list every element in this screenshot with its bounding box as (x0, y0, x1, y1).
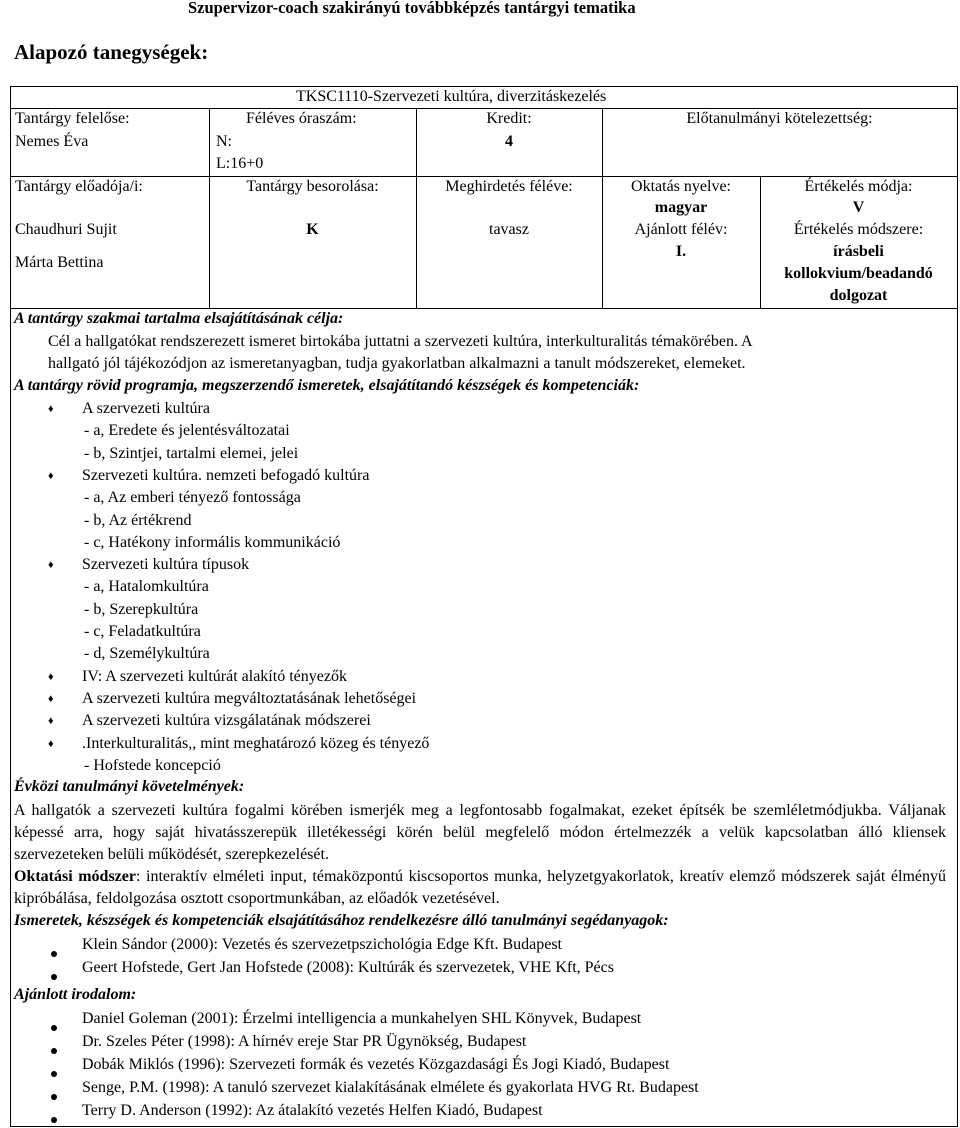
credit-label: Kredit: (486, 110, 532, 127)
semester-value: tavasz (489, 221, 529, 238)
teaching-methods (14, 866, 946, 910)
program-topic: A szervezeti kultúra megváltoztatásának lehetőségei (82, 689, 417, 707)
evaluation-method-line: írásbeli (833, 243, 884, 260)
literature-item: Senge, P.M. (1998): A tanuló szervezet kialakításának elmélete és gyakorlata HVG Rt. Budapest (82, 1079, 699, 1096)
bullet-dot-icon (51, 967, 57, 985)
recommended-semester-value: I. (675, 243, 687, 260)
recommended-semester-label: Ajánlott félév: (634, 221, 728, 238)
program-topic: IV: A szervezeti kultúrát alakító tényezők (82, 667, 347, 685)
table-border-right (957, 86, 958, 1127)
program-subtopic: - a, Hatalomkultúra (84, 578, 209, 596)
document-title: Szupervizor-coach szakirányú továbbképzés tantárgyi tematika (188, 0, 636, 17)
semester-label: Meghirdetés féléve: (445, 178, 573, 195)
program-subtopic: - a, Az emberi tényező fontossága (84, 489, 301, 507)
literature-heading: Ajánlott irodalom: (14, 986, 137, 1003)
program-subtopic: - b, Szintjei, tartalmi elemei, jelei (84, 444, 299, 462)
program-topic: A szervezeti kultúra (82, 400, 210, 417)
program-topic: .Interkulturalitás,, mint meghatározó közeg és tényező (82, 734, 430, 752)
section-heading: Alapozó tanegységek: (14, 40, 209, 64)
requirements-heading: Évközi tanulmányi követelmények: (14, 778, 245, 795)
goal-text-line: Cél a hallgatókat rendszerezett ismeret birtokába juttatni a szervezeti kultúra, interkulturalitás témakörében. A (48, 333, 753, 350)
program-subtopic: - Hofstede koncepció (84, 756, 221, 774)
responsible-label: Tantárgy felelőse: (15, 110, 130, 127)
bullet-dot-icon (51, 1064, 57, 1082)
evaluation-method-line: kollokvium/beadandó (784, 265, 933, 282)
lecturer-label: Tantárgy előadója/i: (15, 178, 143, 195)
evaluation-method-label: Értékelés módszere: (793, 221, 924, 238)
program-subtopic: - a, Eredete és jelentésváltozatai (84, 422, 290, 440)
literature-item: Daniel Goleman (2001): Érzelmi intelligencia a munkahelyen SHL Könyvek, Budapest (82, 1010, 642, 1027)
evaluation-method-line: dolgozat (829, 287, 888, 304)
program-heading: A tantárgy rövid programja, megszerzendő ismeretek, elsajátítandó készségek és kompetenciák: (14, 377, 640, 394)
bullet-dot-icon (51, 1018, 57, 1036)
responsible-name: Nemes Éva (15, 133, 89, 150)
lecturer-name: Márta Bettina (15, 254, 104, 271)
classification-label: Tantárgy besorolása: (246, 178, 379, 195)
bullet-icon: ♦ (48, 737, 54, 750)
language-label: Oktatás nyelve: (631, 178, 731, 195)
evaluation-mode-label: Értékelés módja: (804, 178, 913, 195)
literature-item: Dr. Szeles Péter (1998): A hírnév ereje Star PR Ügynökség, Budapest (82, 1033, 527, 1050)
prerequisite-label: Előtanulmányi kötelezettség: (686, 110, 873, 127)
bullet-icon: ♦ (48, 403, 54, 415)
classification-value: K (306, 221, 319, 238)
program-topic: A szervezeti kultúra vizsgálatának módszerei (82, 712, 371, 730)
hours-n: N: (216, 133, 232, 150)
evaluation-mode-value: V (852, 199, 865, 216)
program-subtopic: - d, Személykultúra (84, 645, 210, 663)
bullet-icon: ♦ (48, 469, 54, 482)
bullet-dot-icon (51, 1087, 57, 1105)
teaching-methods-label: Oktatási módszer (14, 868, 136, 885)
table-rule (10, 308, 958, 309)
program-subtopic: - b, Szerepkultúra (84, 600, 199, 618)
material-item: Klein Sándor (2000): Vezetés és szervezetpszichológia Edge Kft. Budapest (82, 936, 562, 953)
program-topic: Szervezeti kultúra. nemzeti befogadó kultúra (82, 466, 370, 484)
bullet-dot-icon (51, 944, 57, 962)
table-rule (10, 108, 958, 109)
language-value: magyar (654, 199, 708, 216)
literature-item: Dobák Miklós (1996): Szervezeti formák és vezetés Közgazdasági És Jogi Kiadó, Budapest (82, 1056, 670, 1073)
table-border-left (10, 86, 11, 1127)
table-rule (209, 108, 210, 308)
materials-heading: Ismeretek, készségek és kompetenciák elsajátításához rendelkezésre álló tanulmányi segédanyagok: (14, 912, 669, 929)
lecturer-name: Chaudhuri Sujit (15, 221, 117, 238)
material-item: Geert Hofstede, Gert Jan Hofstede (2008): Kultúrák és szervezetek, VHE Kft, Pécs (82, 959, 614, 976)
credit-value: 4 (505, 133, 513, 150)
teaching-methods-text: : interaktív elméleti input, témaközpontú kiscsoportos munka, helyzetgyakorlatok, kreatív elemző módszerek saját élményű kipróbálása, feldolgozása osztott csoportmunkában, az előadók vezetésével. (14, 868, 946, 907)
bullet-icon: ♦ (48, 559, 54, 572)
literature-item: Terry D. Anderson (1992): Az átalakító vezetés Helfen Kiadó, Budapest (82, 1102, 543, 1119)
table-border-bottom (10, 1126, 958, 1127)
bullet-icon: ♦ (48, 670, 54, 683)
course-title: TKSC1110-Szervezeti kultúra, diverzitáskezelés (296, 88, 607, 105)
goal-text-line: hallgató jól tájékozódjon az ismeretanyagban, tudja gyakorlatban alkalmazni a tanult módszereket, elemeket. (48, 355, 746, 372)
bullet-icon: ♦ (48, 692, 54, 705)
program-topic: Szervezeti kultúra típusok (82, 556, 250, 574)
bullet-dot-icon (51, 1110, 57, 1128)
goal-heading: A tantárgy szakmai tartalma elsajátításának célja: (14, 310, 344, 327)
table-rule (10, 176, 958, 177)
hours-label: Féléves óraszám: (246, 110, 357, 127)
requirements-text: A hallgatók a szervezeti kultúra fogalmi körében ismerjék meg a legfontosabb fogalmakat, ezeket építsék be szemléletmódjukba. Váljanak képessé arra, hogy saját hivatásszerepük illetékességi körén belül megfelelő módon értelmezzék a velük kapcsolatban álló kliensek szervezeteken belüli működését, szerepkezelését. (14, 802, 946, 863)
program-subtopic: - c, Feladatkultúra (84, 623, 201, 640)
table-border-top (10, 86, 958, 87)
bullet-dot-icon (51, 1041, 57, 1059)
bullet-icon: ♦ (48, 715, 54, 728)
program-subtopic: - c, Hatékony informális kommunikáció (84, 533, 341, 551)
program-subtopic: - b, Az értékrend (84, 511, 192, 529)
hours-l: L:16+0 (216, 155, 264, 172)
